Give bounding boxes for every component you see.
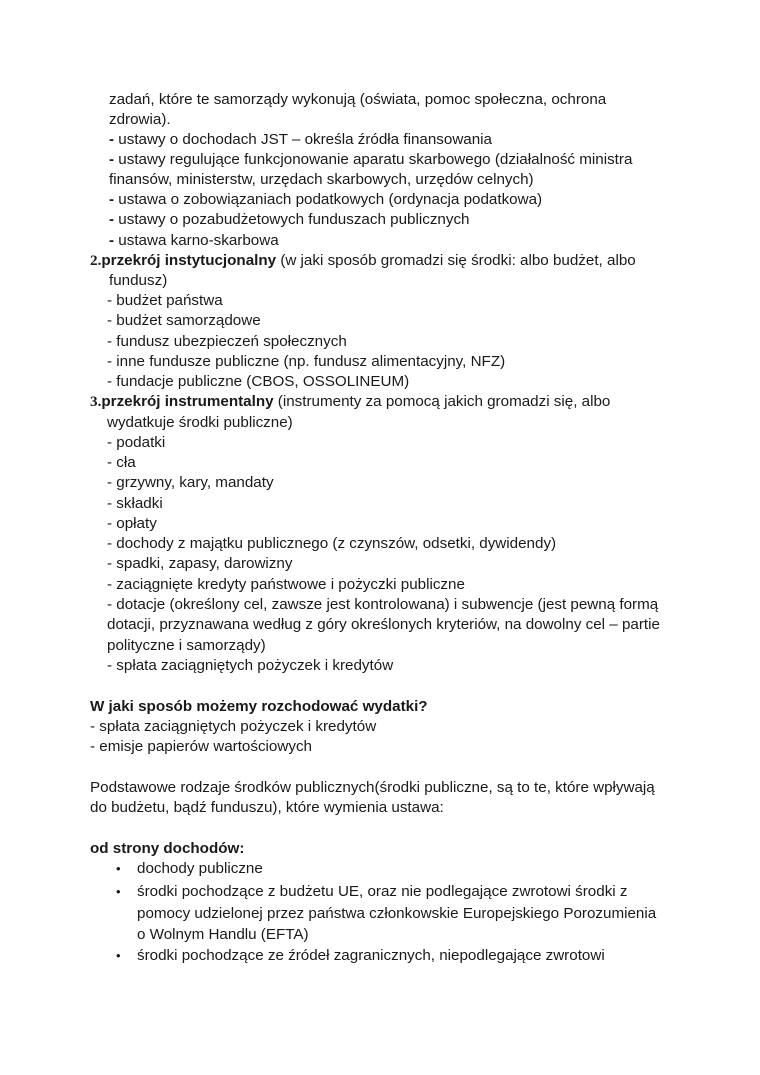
bullet-item-continuation: pomocy udzielonej przez państwa członkowskie Europejskiego Porozumienia xyxy=(137,905,657,922)
expenses-heading: W jaki sposób możemy rozchodować wydatki? xyxy=(90,698,428,715)
section-3-desc: wydatkuje środki publiczne) xyxy=(107,414,293,431)
basic-line-2: do budżetu, bądź funduszu), które wymienia ustawa: xyxy=(90,799,444,816)
intro-line-2: zdrowia). xyxy=(109,111,171,128)
law-item-continuation: finansów, ministerstw, urzędach skarbowych, urzędów celnych) xyxy=(109,171,534,188)
list-item: - składki xyxy=(107,495,163,512)
law-item: - ustawy o dochodach JST – określa źródła finansowania xyxy=(109,131,492,148)
list-item: - inne fundusze publiczne (np. fundusz alimentacyjny, NFZ) xyxy=(107,353,506,370)
list-item: - budżet państwa xyxy=(107,292,223,309)
law-item: - ustawa o zobowiązaniach podatkowych (ordynacja podatkowa) xyxy=(109,191,543,208)
basic-line-1: Podstawowe rodzaje środków publicznych(środki publiczne, są to te, które wpływają xyxy=(90,779,655,796)
list-item: - spadki, zapasy, darowizny xyxy=(107,555,293,572)
list-item: - dotacje (określony cel, zawsze jest kontrolowana) i subwencje (jest pewną formą xyxy=(107,596,659,613)
list-item: - zaciągnięte kredyty państwowe i pożyczki publiczne xyxy=(107,576,465,593)
list-item: - podatki xyxy=(107,434,166,451)
bullet-icon: • xyxy=(116,884,121,899)
section-2-heading: 2.przekrój instytucjonalny (w jaki sposób gromadzi się środki: albo budżet, albo xyxy=(90,252,636,269)
list-item: - cła xyxy=(107,454,136,471)
list-item: - spłata zaciągniętych pożyczek i kredytów xyxy=(107,657,394,674)
law-item: - ustawy regulujące funkcjonowanie aparatu skarbowego (działalność ministra xyxy=(109,151,633,168)
list-item: - fundusz ubezpieczeń społecznych xyxy=(107,333,347,350)
intro-line-1: zadań, które te samorządy wykonują (oświata, pomoc społeczna, ochrona xyxy=(109,91,607,108)
list-item: - budżet samorządowe xyxy=(107,312,261,329)
section-2-desc: fundusz) xyxy=(109,272,168,289)
law-item: - ustawy o pozabudżetowych funduszach publicznych xyxy=(109,211,470,228)
law-item: - ustawa karno-skarbowa xyxy=(109,232,279,249)
list-item: - emisje papierów wartościowych xyxy=(90,738,312,755)
bullet-item: dochody publiczne xyxy=(137,860,263,877)
list-item: - fundacje publiczne (CBOS, OSSOLINEUM) xyxy=(107,373,410,390)
list-item: - grzywny, kary, mandaty xyxy=(107,474,274,491)
list-item: - dochody z majątku publicznego (z czynszów, odsetki, dywidendy) xyxy=(107,535,557,552)
bullet-item: środki pochodzące ze źródeł zagranicznych, niepodlegające zwrotowi xyxy=(137,947,605,964)
bullet-icon: • xyxy=(116,948,121,963)
bullet-icon: • xyxy=(116,861,121,876)
section-3-heading: 3.przekrój instrumentalny (instrumenty za pomocą jakich gromadzi się, albo xyxy=(90,393,611,410)
income-heading: od strony dochodów: xyxy=(90,840,245,857)
bullet-item: środki pochodzące z budżetu UE, oraz nie podlegające zwrotowi środki z xyxy=(137,883,628,900)
list-item-continuation: dotacji, przyznawana według z góry określonych kryteriów, na dowolny cel – partie xyxy=(107,616,660,633)
bullet-item-continuation: o Wolnym Handlu (EFTA) xyxy=(137,926,309,943)
list-item-continuation: polityczne i samorządy) xyxy=(107,637,266,654)
list-item: - opłaty xyxy=(107,515,157,532)
list-item: - spłata zaciągniętych pożyczek i kredytów xyxy=(90,718,377,735)
